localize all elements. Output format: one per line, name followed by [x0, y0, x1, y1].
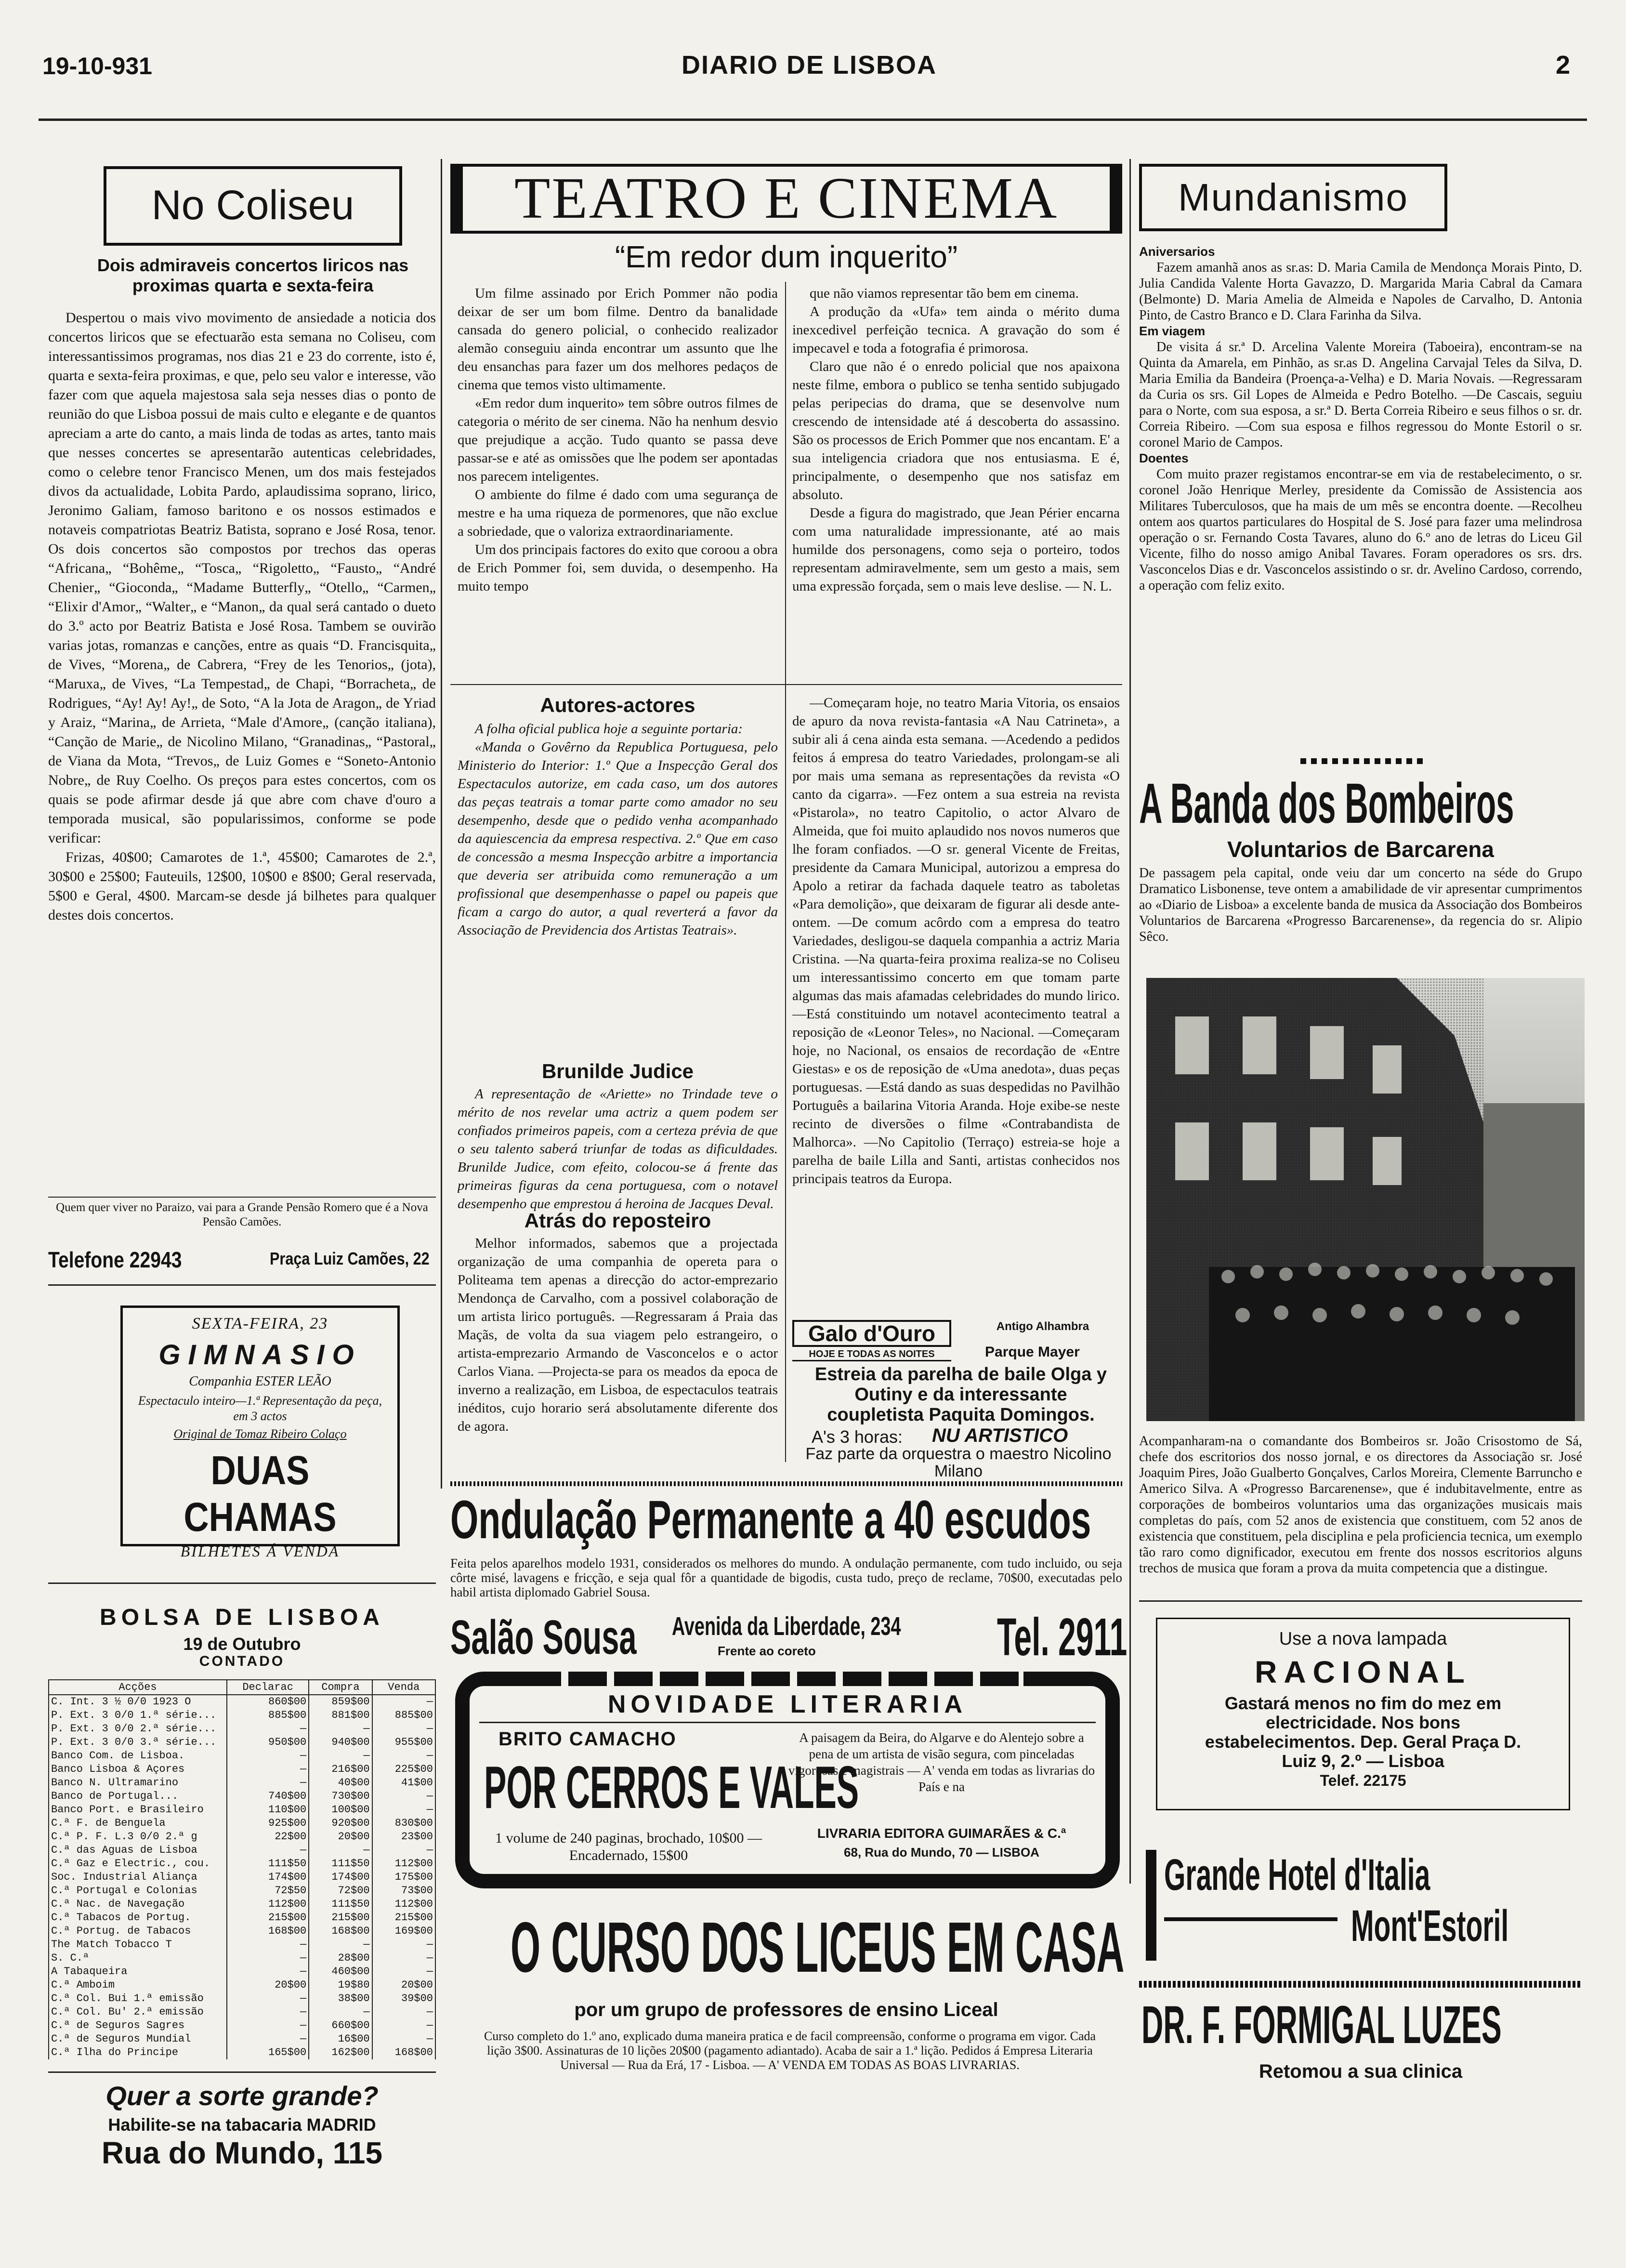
- coliseu-prices: Frizas, 40$00; Camarotes de 1.ª, 45$00; Camarotes de 2.ª, 30$00 e 25$00; Fauteuils, 12$00, 10$00 e 8$00; Geral reservada, 5$00 e Geral, 4$00. Marcam-se desde já bilhetes para qualquer destes dois concertos.: [48, 849, 436, 923]
- bolsa-kind: CONTADO: [199, 1653, 285, 1669]
- divider: [48, 1284, 436, 1286]
- bolsa-stock-name: P. Ext. 3 0/0 2.ª série...: [49, 1722, 227, 1736]
- bolsa-stock-name: The Match Tobacco T: [49, 1938, 227, 1952]
- bolsa-price: —: [372, 1695, 435, 1709]
- hotel-bar: [1146, 1850, 1156, 1961]
- teatro-headline: “Em redor dum inquerito”: [615, 239, 958, 274]
- gimnasio-company: Companhia ESTER LEÃO: [189, 1374, 331, 1389]
- bolsa-price: —: [372, 1790, 435, 1803]
- bolsa-header-row: [49, 1680, 435, 1695]
- bolsa-table-wrap: [48, 1679, 436, 2059]
- bolsa-stock-name: C.ª de Seguros Mundial: [49, 2032, 227, 2046]
- bolsa-row: [49, 1749, 435, 1763]
- header-rule: [39, 119, 1587, 121]
- bolsa-stock-name: Banco Lisboa & Açores: [49, 1763, 227, 1776]
- literaria-publisher: LIVRARIA EDITORA GUIMARÃES & C.ª: [817, 1826, 1066, 1841]
- bombeiros-caption: Acompanharam-na o comandante dos Bombeiros sr. João Crisostomo de Sá, chefe dos escritorios dos nosso jornal, e os directores da Associação sr. José Joaquim Pires, João Gualberto Gonçalves, Carlos Moreira, Clemente Barruncho e Americo Silva. A «Progresso Barcarenense», que é indubitavelmente, entre as corporações de bombeiros voluntarios uma das organizações musicais mais completas do país, com 52 anos de existencia que constituem, com 52 anos de existencia que constituem, pela disciplina e pela proficiencia tecnica, um exemplo tão raro como dignificador, executou em frente dos nossos escritorios alguns trechos de musica que foram a prova da muita competencia que a distingue.: [1139, 1434, 1582, 1576]
- sorte-line1: Quer a sorte grande?: [105, 2081, 379, 2111]
- bolsa-price: —: [309, 1749, 372, 1763]
- bolsa-stock-name: C.ª Col. Bui 1.ª emissão: [49, 1992, 227, 2005]
- bolsa-price: 72$00: [309, 1884, 372, 1898]
- bolsa-price: 225$00: [372, 1763, 435, 1776]
- bolsa-row: [49, 1898, 435, 1911]
- bolsa-row: [49, 1925, 435, 1938]
- masthead-title: DIARIO DE LISBOA: [681, 51, 937, 79]
- mundanismo-viagem: De visita á sr.ª D. Arcelina Valente Moreira (Taboeira), encontram-se na Quinta da Amarela, em Pinhão, as sr.as D. Angelina Carvajal Teles da Silva, D. Maria Emilia da Bandeira (Proença-a-Velha) e D. Maria Novais. —Regressaram da Curia os srs. Gil Lopes de Almeida e Pedro Botelho. —De Cascais, seguiu para o Norte, com sua esposa, a sr.ª D. Berta Correia Ribeiro e seus filhos o sr. dr. Correia Ribeiro. —Com sua esposa e filhos regressou do Monte Estoril o sr. coronel Mario de Campos.: [1139, 340, 1582, 450]
- bolsa-price: 885$00: [227, 1709, 309, 1722]
- bolsa-price: 859$00: [309, 1695, 372, 1709]
- pensao-address: Praça Luiz Camões, 22: [270, 1249, 430, 1268]
- bolsa-price: 38$00: [309, 1992, 372, 2005]
- mundanismo-h1: Aniversarios: [1139, 244, 1215, 259]
- bolsa-price: 830$00: [372, 1817, 435, 1830]
- bolsa-row: [49, 1871, 435, 1884]
- mundanismo-h2: Em viagem: [1139, 324, 1206, 338]
- bolsa-date: 19 de Outubro: [183, 1634, 301, 1654]
- hotel-line2: Mont'Estoril: [1351, 1901, 1509, 1951]
- bolsa-price: 111$50: [309, 1857, 372, 1871]
- bolsa-price: —: [309, 1844, 372, 1857]
- bolsa-price: —: [372, 1844, 435, 1857]
- bolsa-price: —: [227, 1844, 309, 1857]
- galo-name: Galo d'Ouro: [792, 1320, 951, 1347]
- bolsa-price: 111$50: [309, 1898, 372, 1911]
- bombeiros-sub: Voluntarios de Barcarena: [1227, 837, 1494, 862]
- bolsa-stock-name: C.ª Portug. de Tabacos: [49, 1925, 227, 1938]
- bolsa-price: —: [227, 1776, 309, 1790]
- bolsa-stock-name: C.ª das Aguas de Lisboa: [49, 1844, 227, 1857]
- bolsa-price: 174$00: [309, 1871, 372, 1884]
- hatched-rule: [450, 1481, 1122, 1486]
- bolsa-price: 20$00: [372, 1978, 435, 1992]
- bolsa-row: [49, 1952, 435, 1965]
- ondulacao-headline: Ondulação Permanente a 40 escudos: [450, 1490, 1091, 1550]
- teatro-paragraph: Um dos principais factores do exito que coroou a obra de Erich Pommer foi, sem duvida, o desempenho. Ha muito tempo: [458, 542, 778, 594]
- bolsa-price: —: [372, 1938, 435, 1952]
- bolsa-stock-name: C.ª Amboim: [49, 1978, 227, 1992]
- bolsa-stock-name: P. Ext. 3 0/0 1.ª série...: [49, 1709, 227, 1722]
- literaria-book: POR CERROS E VALES: [484, 1754, 859, 1821]
- bolsa-row: [49, 1736, 435, 1749]
- bolsa-price: —: [309, 2005, 372, 2019]
- column-rule: [785, 282, 786, 1462]
- bolsa-price: 730$00: [309, 1790, 372, 1803]
- bolsa-stock-name: Banco de Portugal...: [49, 1790, 227, 1803]
- bolsa-price: —: [227, 1965, 309, 1978]
- teatro-banner-title: TEATRO E CINEMA: [514, 166, 1059, 231]
- racional-line2: Gastará menos no fim do mez em electricidade. Nos bons estabelecimentos. Dep. Geral Praça D. Luiz 9, 2.º — Lisboa: [1205, 1693, 1521, 1771]
- bolsa-price: 100$00: [309, 1803, 372, 1817]
- autores-intro: A folha oficial publica hoje a seguinte portaria:: [475, 721, 743, 737]
- bolsa-stock-name: A Tabaqueira: [49, 1965, 227, 1978]
- coliseu-article: [48, 308, 436, 1137]
- bolsa-row: [49, 1722, 435, 1736]
- coliseu-title: No Coliseu: [151, 182, 354, 228]
- bolsa-price: 940$00: [309, 1736, 372, 1749]
- bolsa-price: 950$00: [227, 1736, 309, 1749]
- bolsa-stock-name: Banco Com. de Lisboa.: [49, 1749, 227, 1763]
- ondulacao-text: Feita pelos aparelhos modelo 1931, considerados os melhores do mundo. A ondulação permanente, com tudo incluido, ou seja côrte misé, lavagens e fricção, e seja qual fôr a quantidade de bigodis, custa tudo, preço de reclame, 70$00, executadas pelo habil artista diplomado Gabriel Sousa.: [450, 1556, 1122, 1599]
- literaria-desc: 1 volume de 240 paginas, brochado, 10$00 — Encadernado, 15$00: [495, 1830, 762, 1863]
- bolsa-price: 40$00: [309, 1776, 372, 1790]
- autores-title: Autores-actores: [540, 694, 695, 716]
- bolsa-price: 215$00: [309, 1911, 372, 1925]
- bolsa-price: 174$00: [227, 1871, 309, 1884]
- galo-show: NU ARTISTICO: [932, 1425, 1068, 1446]
- bolsa-stock-name: Banco Port. e Brasileiro: [49, 1803, 227, 1817]
- bolsa-col-header: Declarac: [227, 1680, 309, 1695]
- bolsa-price: 16$00: [309, 2032, 372, 2046]
- bolsa-price: —: [309, 1722, 372, 1736]
- divider: [48, 2071, 436, 2073]
- bolsa-stock-name: C.ª Ilha do Principe: [49, 2046, 227, 2059]
- divider: [450, 684, 1122, 685]
- teatro-paragraph: Claro que não é o enredo policial que nos apaixona neste filme, embora o publico se tenha sentido subjugado pelas peripecias do drama, que se desenvolve num crescendo de intensidade até á descoberta do assassino. São os processos de Erich Pommer que nos encantam. E' a sua inteligencia criadora que nos entusiasma. E é, principalmente, o desempenho que nos satisfaz em absoluto.: [792, 359, 1120, 502]
- ondulacao-salon: Salão Sousa: [450, 1610, 637, 1664]
- bolsa-row: [49, 1844, 435, 1857]
- bolsa-stock-name: C.ª Nac. de Navegação: [49, 1898, 227, 1911]
- bolsa-stock-name: P. Ext. 3 0/0 3.ª série...: [49, 1736, 227, 1749]
- bolsa-col-header: Venda: [372, 1680, 435, 1695]
- ondulacao-address2: Frente ao coreto: [718, 1644, 816, 1658]
- bolsa-price: —: [372, 1749, 435, 1763]
- bolsa-price: 112$00: [227, 1898, 309, 1911]
- bolsa-price: 955$00: [372, 1736, 435, 1749]
- bolsa-price: 73$00: [372, 1884, 435, 1898]
- racional-tel: Telef. 22175: [1320, 1772, 1406, 1789]
- bolsa-row: [49, 1776, 435, 1790]
- teatro-paragraph: O ambiente do filme é dado com uma segurança de mestre e ha uma riqueza de pormenores, que não exclue a sobriedade, que o valoriza extraordinariamente.: [458, 487, 778, 539]
- bolsa-row: [49, 1911, 435, 1925]
- bolsa-price: 168$00: [309, 1925, 372, 1938]
- literaria-author: BRITO CAMACHO: [498, 1728, 677, 1750]
- bombeiros-photo: [1146, 978, 1585, 1421]
- galo-hours: A's 3 horas:: [812, 1427, 903, 1447]
- mundanismo-doentes: Com muito prazer registamos encontrar-se em via de restabelecimento, o sr. coronel João Henrique Merley, presidente da Comissão de Assistencia aos Militares Tuberculosos, que ha mais de um mês se encontra doente. —Recolheu ontem aos quartos particulares do Hospital de S. José para fazer uma melindrosa operação o sr. Fernando Costa Tavares, aluno do 6.º ano de letras do Liceu Gil Vicente, filho do nosso amigo Anibal Tavares. Foram operadores os srs. drs. Vasconcelos Dias e dr. Vasconcelos assistindo o sr. dr. Avelino Cardoso, correndo, a operação com feliz exito.: [1139, 467, 1582, 593]
- bolsa-price: 215$00: [227, 1911, 309, 1925]
- bolsa-price: —: [309, 1938, 372, 1952]
- bolsa-row: [49, 1803, 435, 1817]
- bolsa-price: —: [227, 1749, 309, 1763]
- divider: [48, 1582, 436, 1584]
- bolsa-price: 460$00: [309, 1965, 372, 1978]
- noticias-article: [792, 694, 1120, 1301]
- bolsa-stock-name: Banco N. Ultramarino: [49, 1776, 227, 1790]
- bolsa-row: [49, 1763, 435, 1776]
- bolsa-price: —: [372, 1965, 435, 1978]
- bolsa-row: [49, 1857, 435, 1871]
- galo-former: Antigo Alhambra: [996, 1320, 1089, 1333]
- brunilde-body: A representação de «Ariette» no Trindade teve o mérito de nos revelar uma actriz a quem podem ser confiados primeiros papeis, com a certeza prévia de que o seu talento saberá triunfar de todas as dificuldades. Brunilde Judice, com efeito, colocou-se á frente das primeiras figuras da cena portuguesa, com o notavel desempenho que emprestou á heroina de Jacques Deval.: [458, 1086, 778, 1212]
- galo-music: Faz parte da orquestra o maestro Nicolino Milano: [805, 1445, 1112, 1480]
- ornament-rule: [1300, 758, 1426, 764]
- galo-place: Parque Mayer: [985, 1344, 1080, 1360]
- bolsa-price: 39$00: [372, 1992, 435, 2005]
- coliseu-body: Despertou o mais vivo movimento de ansiedade a noticia dos concertos liricos que se efectuarão esta semana no Coliseu, com interessantissimos programas, nos dias 21 e 23 do corrente, isto é, quarta e sexta-feira proximas, e que, pelo seu valor e interesse, vão fazer com que aquela majestosa sala seja nesses dias o ponto de reunião do que Lisboa possui de mais culto e elegante e de quantos apreciam a arte do canto, a mais linda de todas as artes, tanto mais que nesses concertes se apresentarão autenticas celebridades, como o celebre tenor Francisco Menen, um dos mais festejados divos da actualidade, Lobita Pardo, aplaudissima soprano, lirico, Jeronimo Galiam, famoso baritono e os nossos estimados e notaveis compatriotas Beatriz Batista, soprano e José Rosa, tenor. Os dois concertos são compostos por trechos das operas “Africana„ “Bohême„ “Tosca„ “Rigoletto„ “Fausto„ “André Chenier„ “Gioconda„ “Madame Butterfly„ “Otello„ “Carmen„ “Elixir d'Amor„ “Walter„ e “Manon„ da qual será cantado o dueto do 3.º acto por Beatriz Batista e José Rosa. Tambem se ouvirão varias jotas, romanzas e canções, entre as quais “D. Francisquita„ de Vives, “Morena„ de Cabrera, “Frey de les Tenorios„ (jota), “Maruxa„ de Vives, “La Tempestad„ de Chapi, “Borracheta„ de Rodrigues, “Ay! Ay! Ay!„ de Soto, “A la Jota de Aragon„ de Yriad y Araiz, “Marina„ de Arrieta, “Male d'Amore„ (canção italiana), “Canção de Marie„ de Nicolino Milano, “Granadinas„ “Pastoral„ de Viana da Mota, “Trevos„ de Luiz Gomes e “Soneto-Antonio Nobre„ de Ruy Coelho. Os preços para estes concertos, com os quais se pode afirmar desde já que abre com chave d'ouro a temporada musical, são popularissimos, conforme se pode verificar:: [48, 310, 436, 846]
- bolsa-price: —: [227, 2032, 309, 2046]
- bolsa-price: —: [227, 1722, 309, 1736]
- bolsa-price: 175$00: [372, 1871, 435, 1884]
- bolsa-price: —: [372, 2019, 435, 2032]
- literaria-dots: [542, 1672, 1023, 1686]
- teatro-paragraph: A produção da «Ufa» tem ainda o mérito duma inexcedivel perfeição tecnica. A gravação do som é impecavel e toda a fotografia é primorosa.: [792, 304, 1120, 356]
- bolsa-price: 660$00: [309, 2019, 372, 2032]
- bolsa-row: [49, 1709, 435, 1722]
- mundanismo-aniv: Fazem amanhã anos as sr.as: D. Maria Camila de Mendonça Morais Pinto, D. Julia Candida Valente Horta Gavazzo, D. Margarida Maria Cabral da Camara (Belmonte) D. Maria Amelia de Almeida e Napoles de Carvalho, D. Antonia Pinto, de Castro Branco e D. Clara Farinha da Silva.: [1139, 260, 1582, 323]
- bolsa-price: 112$00: [372, 1898, 435, 1911]
- bolsa-stock-name: C.ª Portugal e Colonias: [49, 1884, 227, 1898]
- teatro-paragraph: Um filme assinado por Erich Pommer não podia deixar de ser um bom filme. Dentro da banalidade cansada do genero policial, o conhecido realizador alemão conseguiu ainda encontrar um assunto que lhe deu ensanchas para fazer um dos melhores pedaços de cinema que temos visto ultimamente.: [458, 286, 778, 393]
- bolsa-price: 22$00: [227, 1830, 309, 1844]
- gimnasio-day: SEXTA-FEIRA, 23: [192, 1315, 328, 1332]
- bolsa-row: [49, 2046, 435, 2059]
- reposteiro-title: Atrás do reposteiro: [524, 1209, 711, 1232]
- bolsa-stock-name: C.ª P. F. L.3 0/0 2.ª g: [49, 1830, 227, 1844]
- bolsa-price: —: [227, 1992, 309, 2005]
- bolsa-price: 112$00: [372, 1857, 435, 1871]
- column-rule: [1129, 159, 1131, 1884]
- literaria-right: A paisagem da Beira, do Algarve e do Alentejo sobre a pena de um artista de visão segura, com pinceladas vigorosas e magistrais — A' venda em todas as livrarias do País e na: [788, 1730, 1095, 1794]
- bolsa-price: 20$00: [309, 1830, 372, 1844]
- bolsa-row: [49, 1978, 435, 1992]
- bolsa-row: [49, 1884, 435, 1898]
- bolsa-price: 860$00: [227, 1695, 309, 1709]
- bolsa-rows: [49, 1695, 435, 2059]
- liceus-sub: por um grupo de professores de ensino Liceal: [574, 1999, 998, 2020]
- bolsa-price: 162$00: [309, 2046, 372, 2059]
- bolsa-price: 23$00: [372, 1830, 435, 1844]
- ondulacao-tel: Tel. 2911: [997, 1608, 1128, 1667]
- band-photo-image: [1146, 978, 1585, 1421]
- bolsa-price: —: [372, 1803, 435, 1817]
- bolsa-row: [49, 2032, 435, 2046]
- bolsa-price: 881$00: [309, 1709, 372, 1722]
- bolsa-row: [49, 1938, 435, 1952]
- bolsa-table: [48, 1679, 436, 2059]
- coliseu-subtitle: Dois admiraveis concertos liricos nas proximas quarta e sexta-feira: [97, 255, 409, 295]
- mundanismo-article: [1139, 244, 1582, 750]
- bolsa-price: 168$00: [227, 1925, 309, 1938]
- bolsa-price: 740$00: [227, 1790, 309, 1803]
- divider: [1139, 1600, 1582, 1602]
- mundanismo-h3: Doentes: [1139, 451, 1189, 465]
- bolsa-stock-name: C.ª Tabacos de Portug.: [49, 1911, 227, 1925]
- bolsa-stock-name: S. C.ª: [49, 1952, 227, 1965]
- teatro-banner: [450, 164, 1122, 234]
- teatro-paragraph: «Em redor dum inquerito» tem sôbre outros filmes de categoria o mérito de ser cinema. Não ha nenhum desvio que prejudique a acção. Tudo quanto se passa deve passar-se e até as omissões que lhe podem ser apontadas nos parecem inteligentes.: [458, 396, 778, 484]
- bolsa-stock-name: C.ª de Seguros Sagres: [49, 2019, 227, 2032]
- autores-article: [458, 720, 778, 1062]
- bolsa-row: [49, 1817, 435, 1830]
- literaria-tag: NOVIDADE LITERARIA: [607, 1690, 968, 1718]
- gimnasio-play: DUAS CHAMAS: [184, 1448, 337, 1540]
- bolsa-stock-name: C.ª Col. Bu' 2.ª emissão: [49, 2005, 227, 2019]
- bolsa-title: BOLSA DE LISBOA: [100, 1605, 384, 1630]
- bombeiros-text: De passagem pela capital, onde veiu dar um concerto na séde do Grupo Dramatico Lisbonense, teve ontem a amabilidade de vir apresentar cumprimentos ao «Diario de Lisboa» a excelente banda de musica da Associação dos Bombeiros Voluntarios de Barcarena «Progresso Barcarenense», da regencia do sr. Alipio Sêco.: [1139, 866, 1582, 944]
- bolsa-price: 165$00: [227, 2046, 309, 2059]
- bolsa-row: [49, 1965, 435, 1978]
- bolsa-col-header: Acções: [49, 1680, 227, 1695]
- formigal-bar: [1139, 1981, 1582, 1988]
- bolsa-price: —: [227, 2005, 309, 2019]
- bolsa-price: —: [227, 1763, 309, 1776]
- gimnasio-show2: Original de Tomaz Ribeiro Colaço: [173, 1427, 347, 1441]
- bolsa-price: —: [372, 2005, 435, 2019]
- bolsa-price: —: [227, 2019, 309, 2032]
- bolsa-row: [49, 2005, 435, 2019]
- formigal-name: DR. F. FORMIGAL LUZES: [1141, 1995, 1502, 2055]
- bolsa-price: —: [372, 1722, 435, 1736]
- bolsa-col-header: Compra: [309, 1680, 372, 1695]
- bolsa-price: 885$00: [372, 1709, 435, 1722]
- bolsa-price: 110$00: [227, 1803, 309, 1817]
- gimnasio-name: GIMNASIO: [158, 1339, 362, 1371]
- pensao-phone: Telefone 22943: [48, 1247, 182, 1272]
- galo-ad: [792, 1320, 1122, 1480]
- teatro-col1: [458, 284, 778, 670]
- literaria-ad: [455, 1672, 1120, 1888]
- column-rule: [441, 159, 442, 1489]
- bolsa-price: 28$00: [309, 1952, 372, 1965]
- bolsa-price: 216$00: [309, 1763, 372, 1776]
- racional-ad: [1156, 1618, 1570, 1810]
- bolsa-stock-name: C.ª F. de Benguela: [49, 1817, 227, 1830]
- bolsa-row: [49, 2019, 435, 2032]
- formigal-text: Retomou a sua clinica: [1259, 2061, 1463, 2082]
- ondulacao-address: Avenida da Liberdade, 234: [672, 1612, 901, 1641]
- masthead-date: 19-10-931: [42, 53, 152, 79]
- mundanismo-title: Mundanismo: [1178, 176, 1408, 219]
- literaria-publisher-addr: 68, Rua do Mundo, 70 — LISBOA: [844, 1845, 1039, 1859]
- sorte-line3: Rua do Mundo, 115: [101, 2136, 383, 2170]
- racional-name: RACIONAL: [1255, 1655, 1471, 1689]
- bolsa-price: 920$00: [309, 1817, 372, 1830]
- galo-text: Estreia da parelha de baile Olga y Outiny e da interessante coupletista Paquita Domingos.: [814, 1364, 1107, 1425]
- noticias-body: —Começaram hoje, no teatro Maria Vitoria, os ensaios de apuro da nova revista-fantasia «A Nau Catrineta», a subir ali á cena ainda esta semana. —Acedendo a pedidos feitos á empresa do teatro Variedades, prolongam-se ali por mais uma semana as representações da revista «O canto da cigarra». —Fez ontem a sua estreia na revista «Pistarola», no teatro Capitolio, o actor Alvaro de Almeida, que foi muito aplaudido nos novos numeros que lhe foram confiados. —O sr. general Vicente de Freitas, presidente da Camara Municipal, autorizou a empresa do Apolo a retirar da fachada daquele teatro as taboletas «Para demolição», que deixaram de figurar ali desde ante-ontem. —De comum acôrdo com a empresa do teatro Variedades, desligou-se daquela companhia a actriz Maria Cristina. —Na quarta-feira proxima realiza-se no Coliseu um interessantissimo concerto em que tomam parte algumas das mais afamadas celebridades do mundo lirico. —Está constituindo um notavel acontecimento teatral a reposição de «Leonor Teles», no Nacional. —Começaram hoje, no Nacional, os ensaios de recordação de «Entre Giestas» e os de reposição de «Uma anedota», duas peças portuguesas. —Está dando as suas despedidas no Pavilhão Português a bailarina Vitoria Aranda. Hoje exibe-se neste recinto de diversões o filme «Contrabandista de Malhorca». —No Capitolio (Terraço) estreia-se hoje a parelha de baile Lilla and Santi, artistas conhecidos nos principais teatros da Europa.: [792, 695, 1120, 1187]
- divider: [48, 1197, 436, 1198]
- gimnasio-show1: Espectaculo inteiro—1.ª Representação da peça, em 3 actos: [138, 1394, 382, 1423]
- teatro-col2: [792, 284, 1120, 670]
- teatro-paragraph: Desde a figura do magistrado, que Jean Périer encarna com uma naturalidade impressionante, até ao mais humilde dos personagens, como seja o porteiro, todos representam admiravelmente, sem um gesto a mais, sem uma expressão forçada, sem o mais leve deslise. — N. L.: [792, 505, 1120, 594]
- bolsa-price: 72$50: [227, 1884, 309, 1898]
- liceus-text: Curso completo do 1.º ano, explicado duma maneira pratica e de facil compreensão, conforme o programa em vigor. Cada lição 3$00. Assinaturas de 10 lições 20$00 (pagamento adiantado). Acaba de sair a 1.ª lição. Pedidos á Empresa Literaria Universal — Rua da Erá, 17 - Lisboa. — A' VENDA EM TODAS AS BOAS LIVRARIAS.: [484, 2029, 1096, 2072]
- bolsa-price: 925$00: [227, 1817, 309, 1830]
- bolsa-price: 215$00: [372, 1911, 435, 1925]
- teatro-paragraph: que não viamos representar tão bem em cinema.: [810, 286, 1079, 301]
- bolsa-stock-name: C.ª Gaz e Electric., cou.: [49, 1857, 227, 1871]
- galo-tonight: HOJE E TODAS AS NOITES: [792, 1349, 951, 1361]
- bolsa-price: 168$00: [372, 2046, 435, 2059]
- autores-body: «Manda o Govêrno da Republica Portuguesa, pelo Ministerio do Interior: 1.º Que a Inspecção Geral dos Espectaculos autorize, em cada caso, um dos autores das peças teatrais a tomar parte como amador no seu desempenho, desde que o pedido venha acompanhado da aquiescencia da empresa respectiva. 2.º Que em caso de concessão a mesma Inspecção arbitre a importancia que deveria ser atribuida como remuneração a um profissional que desempenhasse o papel ou papeis que ficam a cargo do autor, a qual reverterá a favor da Associação de Previdencia dos Artistas Teatrais».: [458, 739, 778, 938]
- bolsa-price: 111$50: [227, 1857, 309, 1871]
- divider: [479, 1722, 1096, 1723]
- gimnasio-tickets: BILHETES Á VENDA: [180, 1543, 340, 1560]
- hotel-ad: [1139, 1845, 1582, 1965]
- reposteiro-body: Melhor informados, sabemos que a projectada organização de uma companhia de opereta para o Politeama tem apenas a direcção do actor-emprezario Mendonça de Carvalho, com a possivel colaboração de um artista lirico português. —Regressaram á Praia das Maçãs, de volta da sua viagem pelo estrangeiro, o artista-emprezario Armando de Vasconcelos e o actor Carlos Viana. —Projecta-se para os meados da epoca de inverno a realização, em Lisboa, de espectaculos teatrais inéditos, cujo horario será absolutamente diferente dos de agora.: [458, 1236, 778, 1434]
- bolsa-stock-name: C. Int. 3 ½ 0/0 1923 O: [49, 1695, 227, 1709]
- bolsa-price: 41$00: [372, 1776, 435, 1790]
- bolsa-price: —: [227, 1952, 309, 1965]
- liceus-headline: O CURSO DOS LICEUS EM CASA: [511, 1908, 1125, 1987]
- bolsa-row: [49, 1992, 435, 2005]
- bombeiros-headline: A Banda dos Bombeiros: [1139, 772, 1514, 835]
- reposteiro-article: [458, 1234, 778, 1461]
- coliseu-title-box: [104, 166, 402, 246]
- bolsa-row: [49, 1695, 435, 1709]
- hotel-line1: Grande Hotel d'Italia: [1164, 1850, 1430, 1899]
- hotel-rule: [1164, 1917, 1338, 1921]
- bolsa-row: [49, 1830, 435, 1844]
- bolsa-price: —: [372, 1952, 435, 1965]
- bolsa-stock-name: Soc. Industrial Aliança: [49, 1871, 227, 1884]
- bolsa-row: [49, 1790, 435, 1803]
- bolsa-price: 20$00: [227, 1978, 309, 1992]
- bolsa-price: 169$00: [372, 1925, 435, 1938]
- brunilde-title: Brunilde Judice: [541, 1060, 694, 1082]
- mundanismo-title-box: [1139, 164, 1447, 231]
- page-number: 2: [1556, 51, 1571, 79]
- racional-line1: Use a nova lampada: [1279, 1629, 1447, 1649]
- pensao-text: Quem quer viver no Paraizo, vai para a Grande Pensão Romero que é a Nova Pensão Camões.: [56, 1201, 428, 1228]
- bolsa-price: 19$80: [309, 1978, 372, 1992]
- bolsa-price: —: [372, 2032, 435, 2046]
- bolsa-price: —: [227, 1938, 309, 1952]
- sorte-line2: Habilite-se na tabacaria MADRID: [108, 2115, 376, 2135]
- gimnasio-ad: [120, 1305, 400, 1560]
